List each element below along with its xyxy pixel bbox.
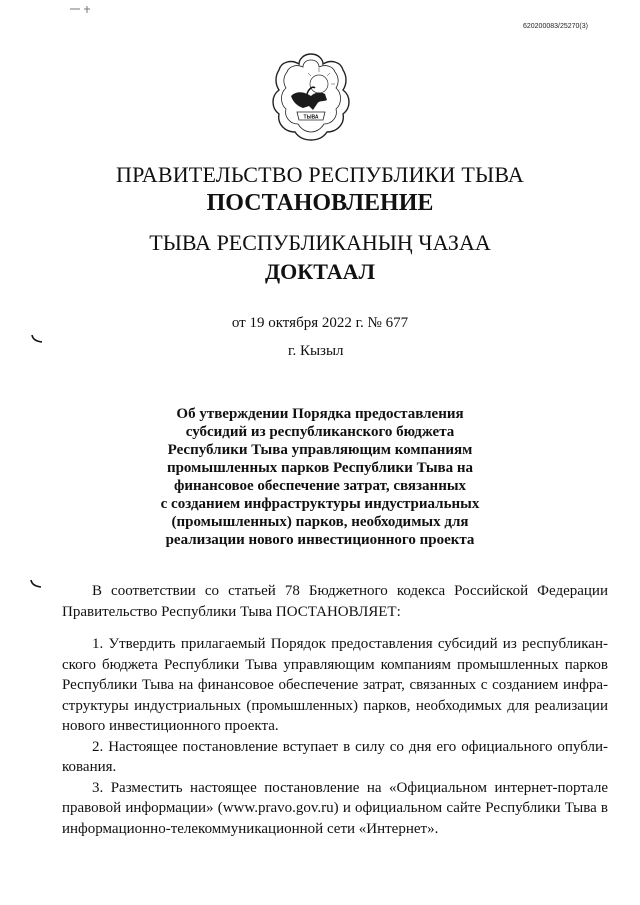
margin-mark <box>30 333 44 345</box>
subject-line: Об утверждении Порядка предоставления <box>176 406 464 422</box>
margin-mark <box>29 578 43 590</box>
subject-line: финансовое обеспечение затрат, связанных <box>173 478 467 494</box>
subject-line: субсидий из республиканского бюджета <box>185 424 455 440</box>
coat-of-arms-emblem <box>267 50 355 142</box>
decree-date-number: от 19 октября 2022 г. № 677 <box>231 315 409 331</box>
decree-item: 2. Настоящее постановление вступает в силу со дня его официального опубликования. <box>62 738 608 775</box>
subject-line: (промышленных) парков, необходимых для <box>171 514 469 530</box>
document-id: 620200083/25270(3) <box>522 23 588 30</box>
subject-line: реализации нового инвестиционного проекта <box>165 532 475 548</box>
decree-items <box>62 634 608 839</box>
tuva-government-title: ТЫВА РЕСПУБЛИКАНЫҢ ЧАЗАА <box>149 230 491 255</box>
preamble-paragraph: В соответствии со статьей 78 Бюджетного кодекса Российской Федерации Правительство Республики Тыва ПОСТАНОВЛЯЕТ: <box>62 583 608 620</box>
decree-item: 3. Разместить настоящее постановление на «Официальном интернет-портале правовой информации» (www.pravo.gov.ru) и официальном сайте Республики Тыва в информационно-телекоммуникационной сети «Интернет». <box>62 779 608 837</box>
scan-mark <box>66 4 96 14</box>
decree-subject <box>150 405 490 549</box>
tuva-decree-title: ДОКТААЛ <box>265 259 375 284</box>
emblem-text: ТЫВА <box>303 114 319 121</box>
government-title: ПРАВИТЕЛЬСТВО РЕСПУБЛИКИ ТЫВА <box>116 162 524 187</box>
subject-line: промышленных парков Республики Тыва на <box>166 460 474 476</box>
decree-title: ПОСТАНОВЛЕНИЕ <box>206 190 434 216</box>
subject-line: Республики Тыва управляющим компаниям <box>167 442 473 458</box>
decree-item: 1. Утвердить прилагаемый Порядок предоставления субсидий из республиканского бюджета Республики Тыва управляющим компаниям промышленных парков Республики Тыва на финансовое обеспечение затрат, связанных с созданием инфраструктуры индустриальных (промышленных) парков, необходимых для реализации нового инвестиционного проекта. <box>62 636 608 734</box>
city: г. Кызыл <box>288 343 344 359</box>
subject-line: с созданием инфраструктуры индустриальных <box>160 496 480 512</box>
